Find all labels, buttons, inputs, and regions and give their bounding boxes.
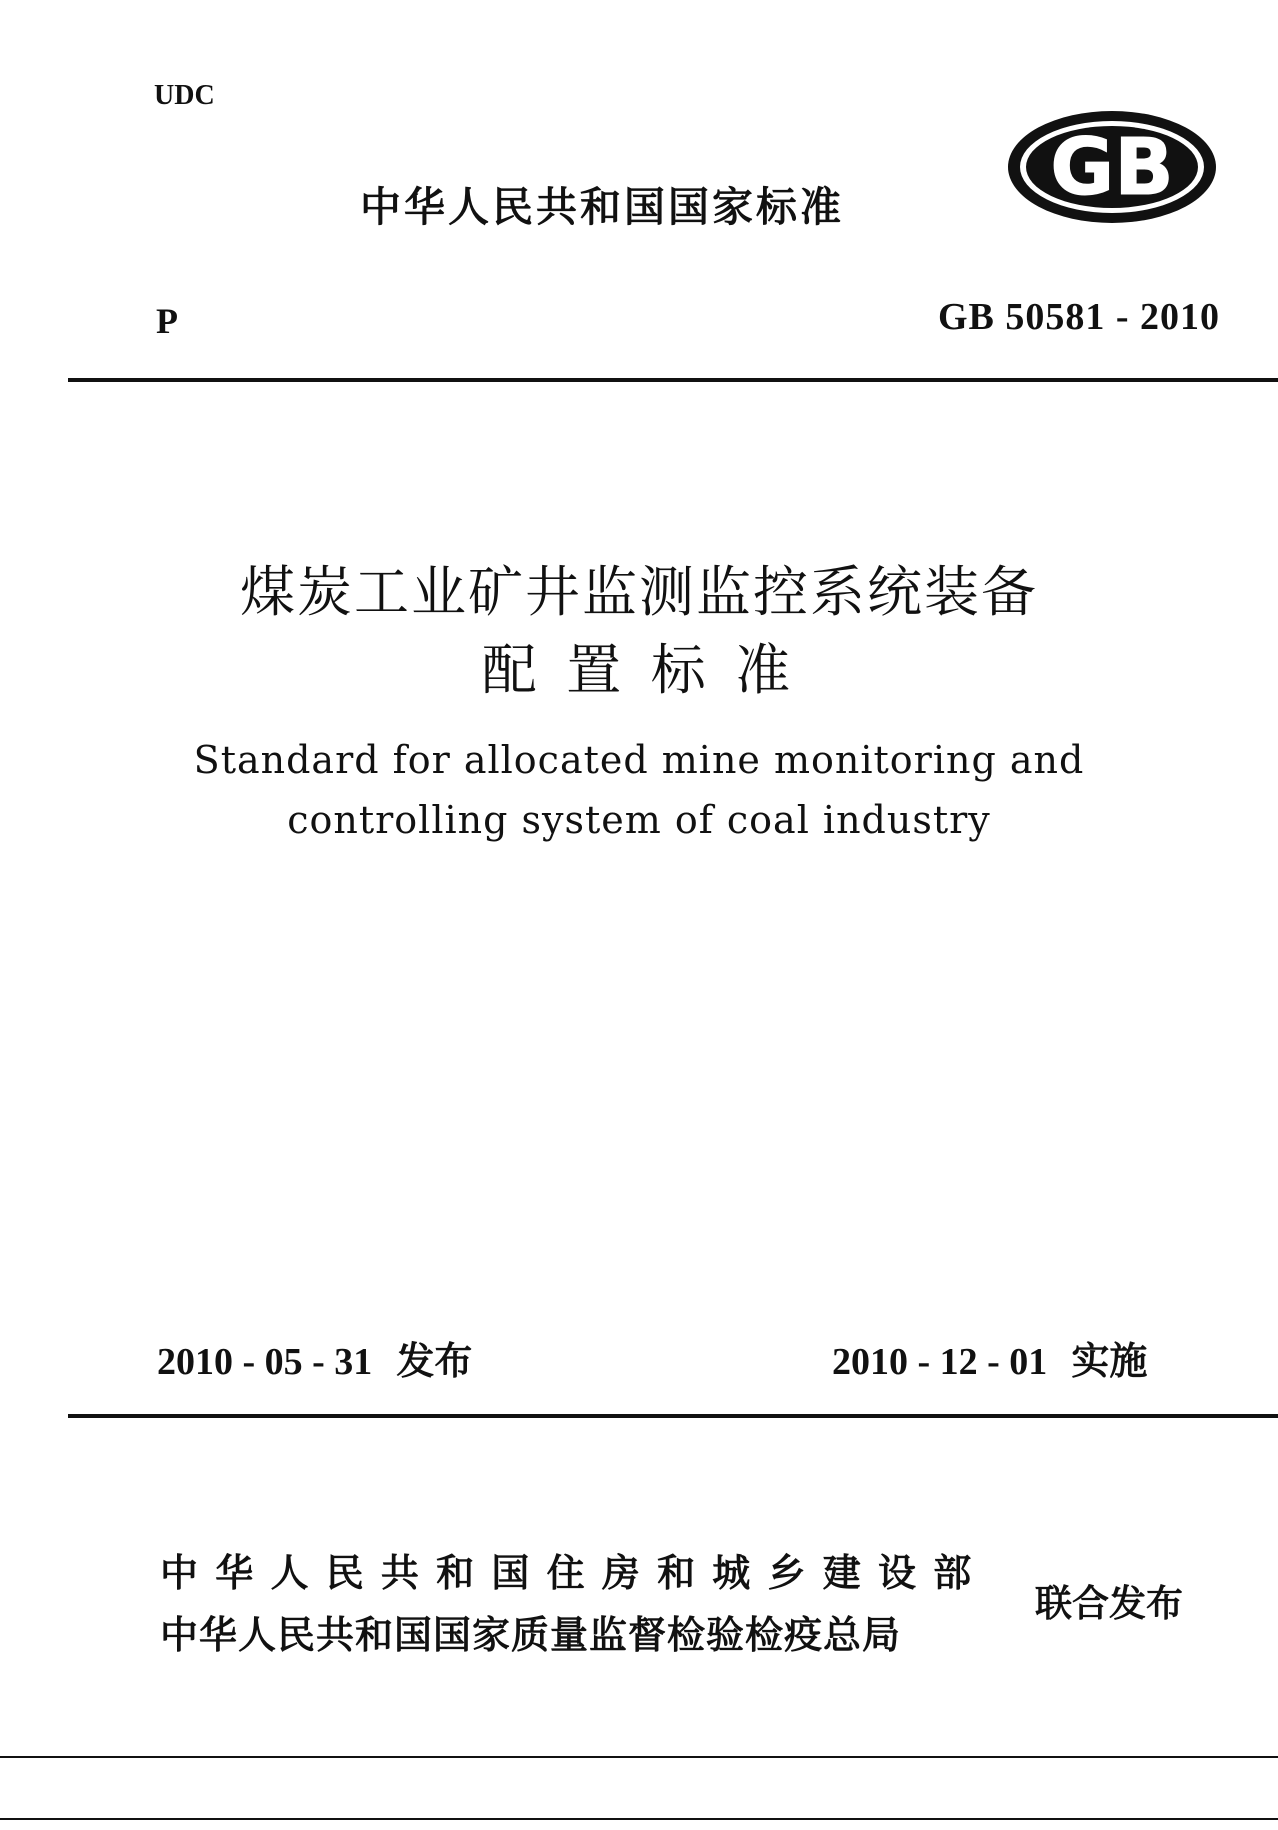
footer-rule-1 bbox=[0, 1756, 1278, 1758]
title-cn-line2: 配 置 标 准 bbox=[481, 638, 797, 702]
top-divider bbox=[68, 378, 1278, 382]
bottom-divider bbox=[68, 1414, 1278, 1418]
issuer-line1: 中 华 人 民 共 和 国 住 房 和 城 乡 建 设 部 bbox=[160, 1551, 974, 1595]
standard-number: GB 50581 - 2010 bbox=[937, 296, 1220, 338]
title-en-line1: Standard for allocated mine monitoring and bbox=[193, 738, 1085, 782]
category-code: P bbox=[156, 301, 178, 341]
publish-date: 2010 - 05 - 31 bbox=[157, 1341, 373, 1383]
gb-logo bbox=[1005, 108, 1220, 226]
publish-date-block bbox=[157, 1330, 472, 1385]
footer-rule-2 bbox=[0, 1818, 1278, 1820]
joint-publish: 联合发布 bbox=[1035, 1582, 1183, 1625]
issuer-line2: 中华人民共和国国家质量监督检验检疫总局 bbox=[160, 1613, 902, 1657]
implement-date: 2010 - 12 - 01 bbox=[832, 1341, 1048, 1383]
title-cn-line1: 煤炭工业矿井监测监控系统装备 bbox=[239, 560, 1038, 624]
national-standard-heading: 中华人民共和国国家标准 bbox=[360, 183, 844, 231]
gb-logo-text: GB bbox=[1050, 123, 1174, 213]
implement-date-block bbox=[832, 1330, 1147, 1385]
title-en-line2: controlling system of coal industry bbox=[287, 798, 991, 842]
udc-label: UDC bbox=[154, 80, 215, 111]
implement-word: 实施 bbox=[1071, 1339, 1148, 1383]
publish-word: 发布 bbox=[396, 1339, 473, 1383]
